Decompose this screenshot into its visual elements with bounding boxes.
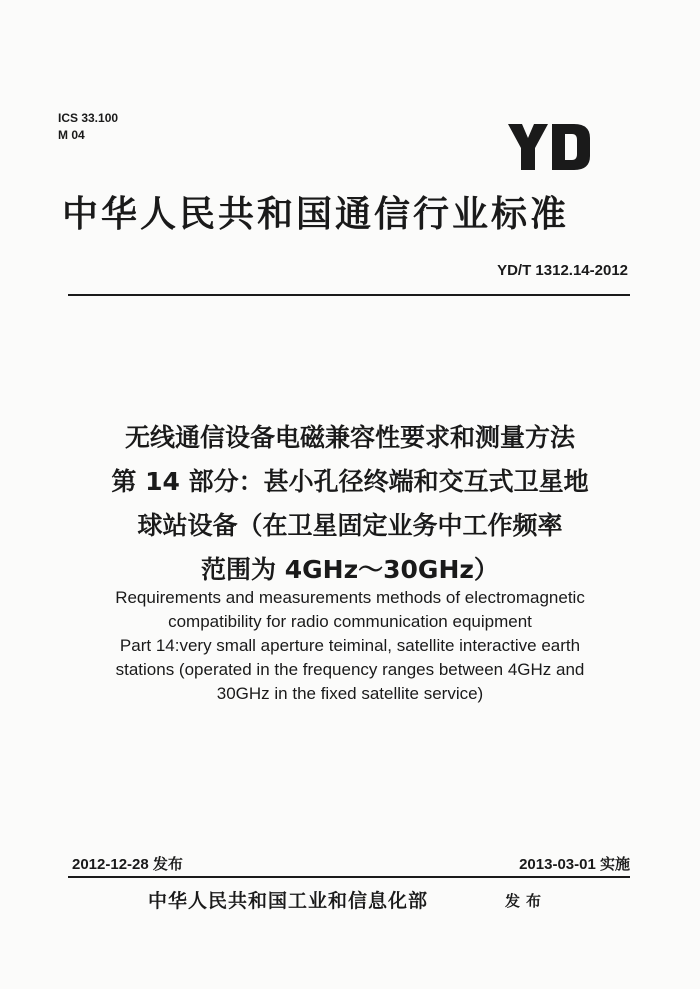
english-title	[40, 586, 660, 706]
classification-block	[58, 110, 118, 144]
english-title-line: compatibility for radio communication equipment	[168, 612, 532, 631]
chinese-title-line: 第 14 部分：甚小孔径终端和交互式卫星地	[111, 467, 589, 496]
yd-logo	[508, 124, 590, 170]
ics-code: ICS 33.100	[58, 111, 119, 125]
standard-number: YD/T 1312.14-2012	[497, 262, 628, 279]
chinese-title-line: 范围为 4GHz～30GHz）	[201, 555, 499, 584]
chinese-title-line: 无线通信设备电磁兼容性要求和测量方法	[124, 423, 575, 452]
english-title-line: Requirements and measurements methods of electromagnetic	[115, 588, 585, 607]
ccs-code: M 04	[58, 128, 85, 142]
english-title-line: 30GHz in the fixed satellite service)	[216, 684, 484, 703]
publish-label: 发布	[505, 892, 548, 910]
standard-category-title: 中华人民共和国通信行业标准	[62, 194, 570, 235]
chinese-title	[40, 416, 660, 592]
issue-date: 2012-12-28 发布	[72, 856, 183, 873]
top-divider	[68, 294, 630, 296]
chinese-title-line: 球站设备（在卫星固定业务中工作频率	[137, 511, 563, 540]
implementation-date: 2013-03-01 实施	[519, 856, 630, 873]
english-title-line: stations (operated in the frequency ranges between 4GHz and	[115, 660, 585, 679]
publisher-name: 中华人民共和国工业和信息化部	[148, 890, 429, 912]
english-title-line: Part 14:very small aperture teiminal, satellite interactive earth	[119, 636, 581, 655]
bottom-divider	[68, 876, 630, 878]
